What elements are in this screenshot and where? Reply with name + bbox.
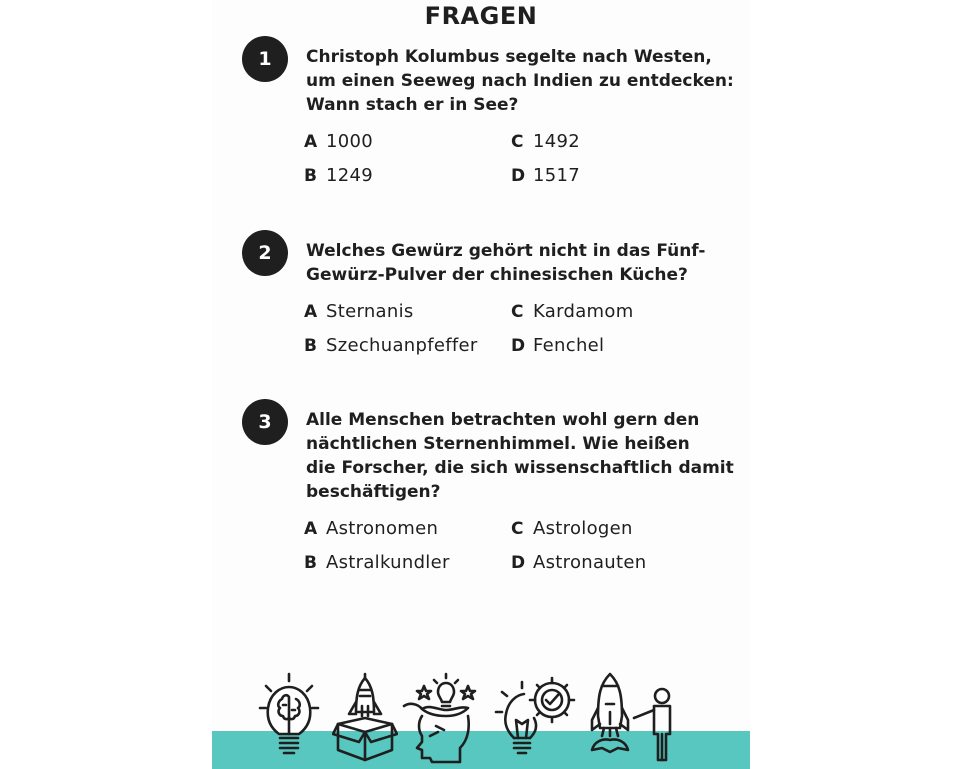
- option-letter: D: [511, 166, 526, 186]
- option-letter: A: [304, 132, 318, 152]
- answer-option-d[interactable]: [511, 552, 646, 573]
- question-line: die Forscher, die sich wissenschaftlich damit: [306, 458, 734, 478]
- answer-option-b[interactable]: [304, 165, 373, 186]
- lightbulb-gear-icon: [494, 672, 580, 764]
- answer-option-c[interactable]: [511, 518, 633, 539]
- answer-option-a[interactable]: [304, 518, 438, 539]
- rocket-person-icon: [588, 672, 682, 764]
- option-text: Astronauten: [533, 552, 647, 573]
- option-text: 1492: [533, 131, 581, 152]
- answer-option-c[interactable]: [511, 301, 634, 322]
- option-text: 1517: [533, 165, 581, 186]
- option-letter: D: [511, 553, 526, 573]
- option-letter: A: [304, 302, 318, 322]
- question-number-badge: 1: [242, 36, 288, 82]
- answer-option-b[interactable]: [304, 552, 450, 573]
- answer-option-c[interactable]: [511, 131, 580, 152]
- answer-option-d[interactable]: [511, 335, 604, 356]
- question-line: um einen Seeweg nach Indien zu entdecken:: [306, 71, 734, 91]
- answer-option-a[interactable]: [304, 131, 373, 152]
- idea-head-icon: [400, 672, 484, 764]
- option-text: Fenchel: [533, 335, 605, 356]
- option-text: Szechuanpfeffer: [326, 335, 478, 356]
- brain-lightbulb-icon: [258, 672, 320, 764]
- answer-option-a[interactable]: [304, 301, 414, 322]
- option-text: 1000: [326, 131, 374, 152]
- question-text: [306, 239, 746, 287]
- question-number-badge: 2: [242, 230, 288, 276]
- option-text: Astronomen: [326, 518, 439, 539]
- answer-option-d[interactable]: [511, 165, 580, 186]
- question-line: Wann stach er in See?: [306, 95, 519, 115]
- question-text: [306, 408, 746, 504]
- option-letter: B: [304, 166, 317, 186]
- answer-option-b[interactable]: [304, 335, 478, 356]
- question-line: nächtlichen Sternenhimmel. Wie heißen: [306, 434, 690, 454]
- option-text: 1249: [326, 165, 374, 186]
- option-letter: A: [304, 519, 318, 539]
- question-line: Christoph Kolumbus segelte nach Westen,: [306, 47, 712, 67]
- question-line: beschäftigen?: [306, 482, 441, 502]
- option-letter: B: [304, 336, 317, 356]
- option-text: Sternanis: [326, 301, 414, 322]
- question-line: Gewürz-Pulver der chinesischen Küche?: [306, 265, 688, 285]
- question-line: Alle Menschen betrachten wohl gern den: [306, 410, 700, 430]
- option-letter: B: [304, 553, 317, 573]
- option-letter: C: [511, 132, 524, 152]
- option-letter: D: [511, 336, 526, 356]
- option-text: Astralkundler: [326, 552, 450, 573]
- question-number-badge: 3: [242, 399, 288, 445]
- question-line: Welches Gewürz gehört nicht in das Fünf-: [306, 241, 706, 261]
- page-title: FRAGEN: [424, 2, 538, 30]
- option-letter: C: [511, 519, 524, 539]
- option-letter: C: [511, 302, 524, 322]
- rocket-box-icon: [332, 672, 398, 764]
- question-text: [306, 45, 746, 117]
- option-text: Astrologen: [533, 518, 633, 539]
- option-text: Kardamom: [533, 301, 634, 322]
